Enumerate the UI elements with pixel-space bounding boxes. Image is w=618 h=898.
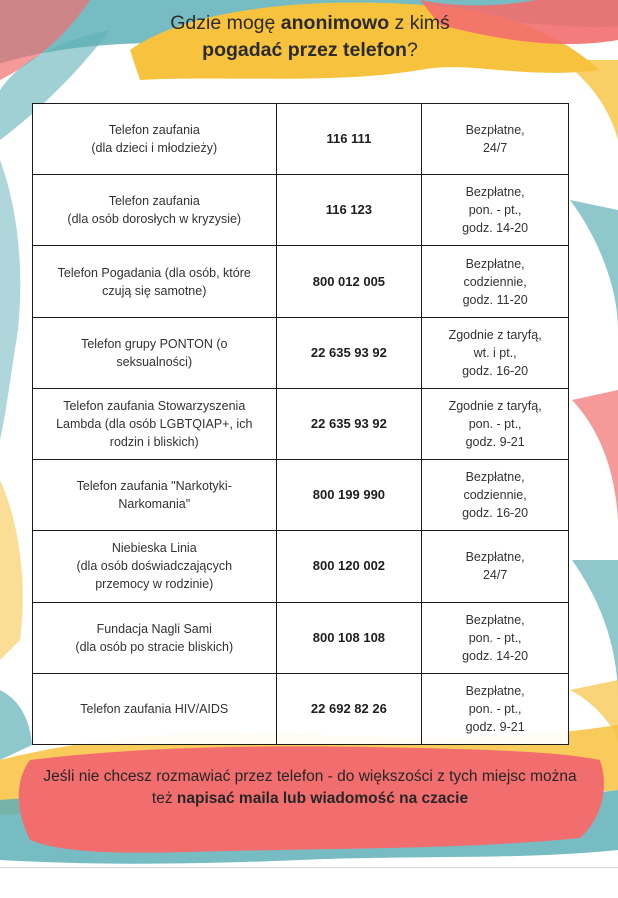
helpline-table	[32, 103, 569, 745]
availability-info: Bezpłatne, 24/7	[422, 104, 569, 175]
table-row	[33, 673, 569, 744]
title-bold-anonymous: anonimowo	[280, 12, 390, 34]
phone-number: 800 012 005	[276, 246, 422, 317]
title-text-2: z kimś	[389, 12, 450, 34]
phone-number: 800 120 002	[276, 531, 422, 602]
title-text-1: Gdzie mogę	[170, 12, 281, 34]
availability-info: Bezpłatne, pon. - pt., godz. 14-20	[422, 175, 569, 246]
phone-number: 800 199 990	[276, 460, 422, 531]
availability-info: Bezpłatne, pon. - pt., godz. 14-20	[422, 602, 569, 673]
table-row	[33, 602, 569, 673]
phone-number: 22 635 93 92	[276, 388, 422, 459]
phone-number: 22 635 93 92	[276, 317, 422, 388]
footer-text: Jeśli nie chcesz rozmawiać przez telefon - do większości z tych miejsc można też	[43, 768, 577, 807]
footer-bold: napisać maila lub wiadomość na czacie	[176, 790, 469, 807]
phone-number: 22 692 82 26	[276, 673, 422, 744]
table-row	[33, 531, 569, 602]
helpline-name: Telefon zaufania "Narkotyki- Narkomania"	[33, 460, 277, 531]
title-bold-phone: pogadać przez telefon	[202, 39, 407, 61]
helpline-name: Telefon Pogadania (dla osób, które czują się samotne)	[33, 246, 277, 317]
table-row	[33, 388, 569, 459]
helpline-name: Niebieska Linia (dla osób doświadczających przemocy w rodzinie)	[33, 531, 277, 602]
helpline-table-container	[32, 103, 569, 745]
availability-info: Bezpłatne, codziennie, godz. 11-20	[422, 246, 569, 317]
helpline-name: Telefon grupy PONTON (o seksualności)	[33, 317, 277, 388]
footer-note	[40, 766, 580, 810]
availability-info: Bezpłatne, pon. - pt., godz. 9-21	[422, 673, 569, 744]
helpline-name: Telefon zaufania Stowarzyszenia Lambda (dla osób LGBTQIAP+, ich rodzin i bliskich)	[33, 388, 277, 459]
availability-info: Zgodnie z taryfą, wt. i pt., godz. 16-20	[422, 317, 569, 388]
helpline-name: Telefon zaufania (dla dzieci i młodzieży)	[33, 104, 277, 175]
table-row	[33, 460, 569, 531]
availability-info: Zgodnie z taryfą, pon. - pt., godz. 9-21	[422, 388, 569, 459]
availability-info: Bezpłatne, 24/7	[422, 531, 569, 602]
helpline-name: Telefon zaufania HIV/AIDS	[33, 673, 277, 744]
page-bottom-margin	[0, 867, 618, 898]
phone-number: 116 123	[276, 175, 422, 246]
phone-number: 116 111	[276, 104, 422, 175]
helpline-name: Telefon zaufania (dla osób dorosłych w kryzysie)	[33, 175, 277, 246]
phone-number: 800 108 108	[276, 602, 422, 673]
table-row	[33, 246, 569, 317]
title-text-3: ?	[406, 39, 418, 61]
table-row	[33, 104, 569, 175]
availability-info: Bezpłatne, codziennie, godz. 16-20	[422, 460, 569, 531]
helpline-name: Fundacja Nagli Sami (dla osób po stracie bliskich)	[33, 602, 277, 673]
table-row	[33, 175, 569, 246]
page-title	[140, 10, 480, 64]
table-row	[33, 317, 569, 388]
